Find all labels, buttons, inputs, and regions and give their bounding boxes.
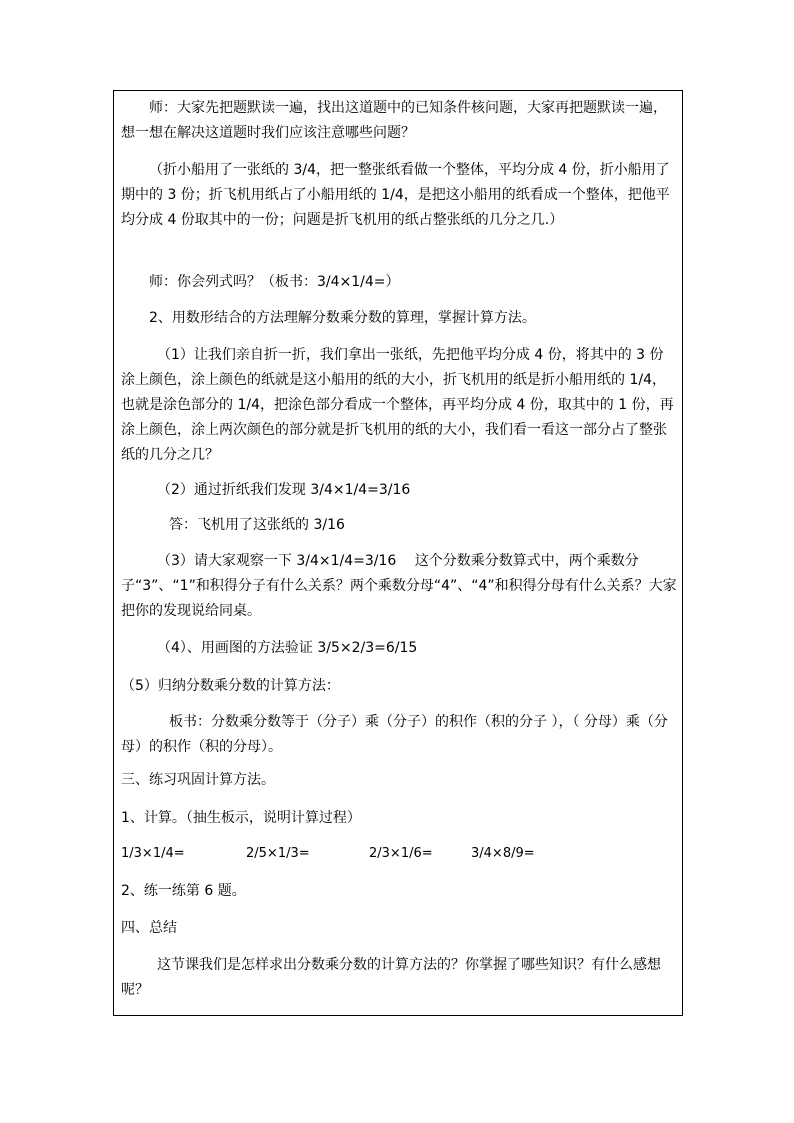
board-note-rule: 板书：分数乘分数等于（分子）乘（分子）的积作（积的分子 ），（ 分母）乘（分母）的积作（积的分母）。 <box>121 714 668 755</box>
teacher-prompt-equation: 师：你会列式吗？（板书：3/4×1/4=） <box>149 274 400 290</box>
summary-question: 这节课我们是怎样求出分数乘分数的计算方法的？你掌握了哪些知识？有什么感想呢？ <box>121 957 661 998</box>
lesson-plan-table-cell <box>113 90 683 1016</box>
calc-item: 1/3×1/4= <box>121 846 185 861</box>
step-5-summarize: （5）归纳分数乘分数的计算方法： <box>121 678 340 694</box>
section-3-heading: 三、练习巩固计算方法。 <box>121 772 275 788</box>
answer-line: 答：飞机用了这张纸的 3/16 <box>169 517 345 533</box>
calc-item: 2/3×1/6= <box>369 846 433 861</box>
step-4-verify: （4）、用画图的方法验证 3/5×2/3=6/15 <box>157 640 418 656</box>
calculation-exercises <box>121 841 677 866</box>
exercise-2-line: 2、练一练第 6 题。 <box>121 883 246 899</box>
step-2-discovery: （2）通过折纸我们发现 3/4×1/4=3/16 <box>157 482 411 498</box>
teacher-prompt-read-problem: 师：大家先把题默读一遍，找出这道题中的已知条件核问题，大家再把题默读一遍，想一想在解决这道题时我们应该注意哪些问题？ <box>121 100 667 141</box>
step-1-fold-paper: （1）让我们亲自折一折，我们拿出一张纸，先把他平均分成 4 份，将其中的 3 份涂上颜色，涂上颜色的纸就是这小船用的纸的大小，折飞机用的纸是折小船用纸的 1/4，也就是涂色部分的 1/4，把涂色部分看成一个整体，再平均分成 4 份，取其中的 1 份，再涂上颜色，涂上两次颜色的部分就是折飞机用的纸的大小，我们看一看这一部分占了整张纸的几分之几？ <box>121 347 674 463</box>
section-4-heading: 四、总结 <box>121 920 177 936</box>
problem-analysis-paragraph: （折小船用了一张纸的 3/4，把一整张纸看做一个整体，平均分成 4 份，折小船用了期中的 3 份；折飞机用纸占了小船用纸的 1/4，是把这小船用的纸看成一个整体，把他平均分成 4 份取其中的一份；问题是折飞机用的纸占整张纸的几分之几.） <box>121 162 670 228</box>
exercise-1-heading: 1、计算。（抽生板示，说明计算过程） <box>121 810 361 826</box>
calc-item: 3/4×8/9= <box>471 846 535 861</box>
calc-item: 2/5×1/3= <box>246 846 310 861</box>
step-3-observe: （3）请大家观察一下 3/4×1/4=3/16 这个分数乘分数算式中，两个乘数分子“3”、“1”和积得分子有什么关系？两个乘数分母“4”、“4”和积得分母有什么关系？大家把你的发现说给同桌。 <box>121 553 677 619</box>
section-2-heading: 2、用数形结合的方法理解分数乘分数的算理，掌握计算方法。 <box>149 310 536 326</box>
